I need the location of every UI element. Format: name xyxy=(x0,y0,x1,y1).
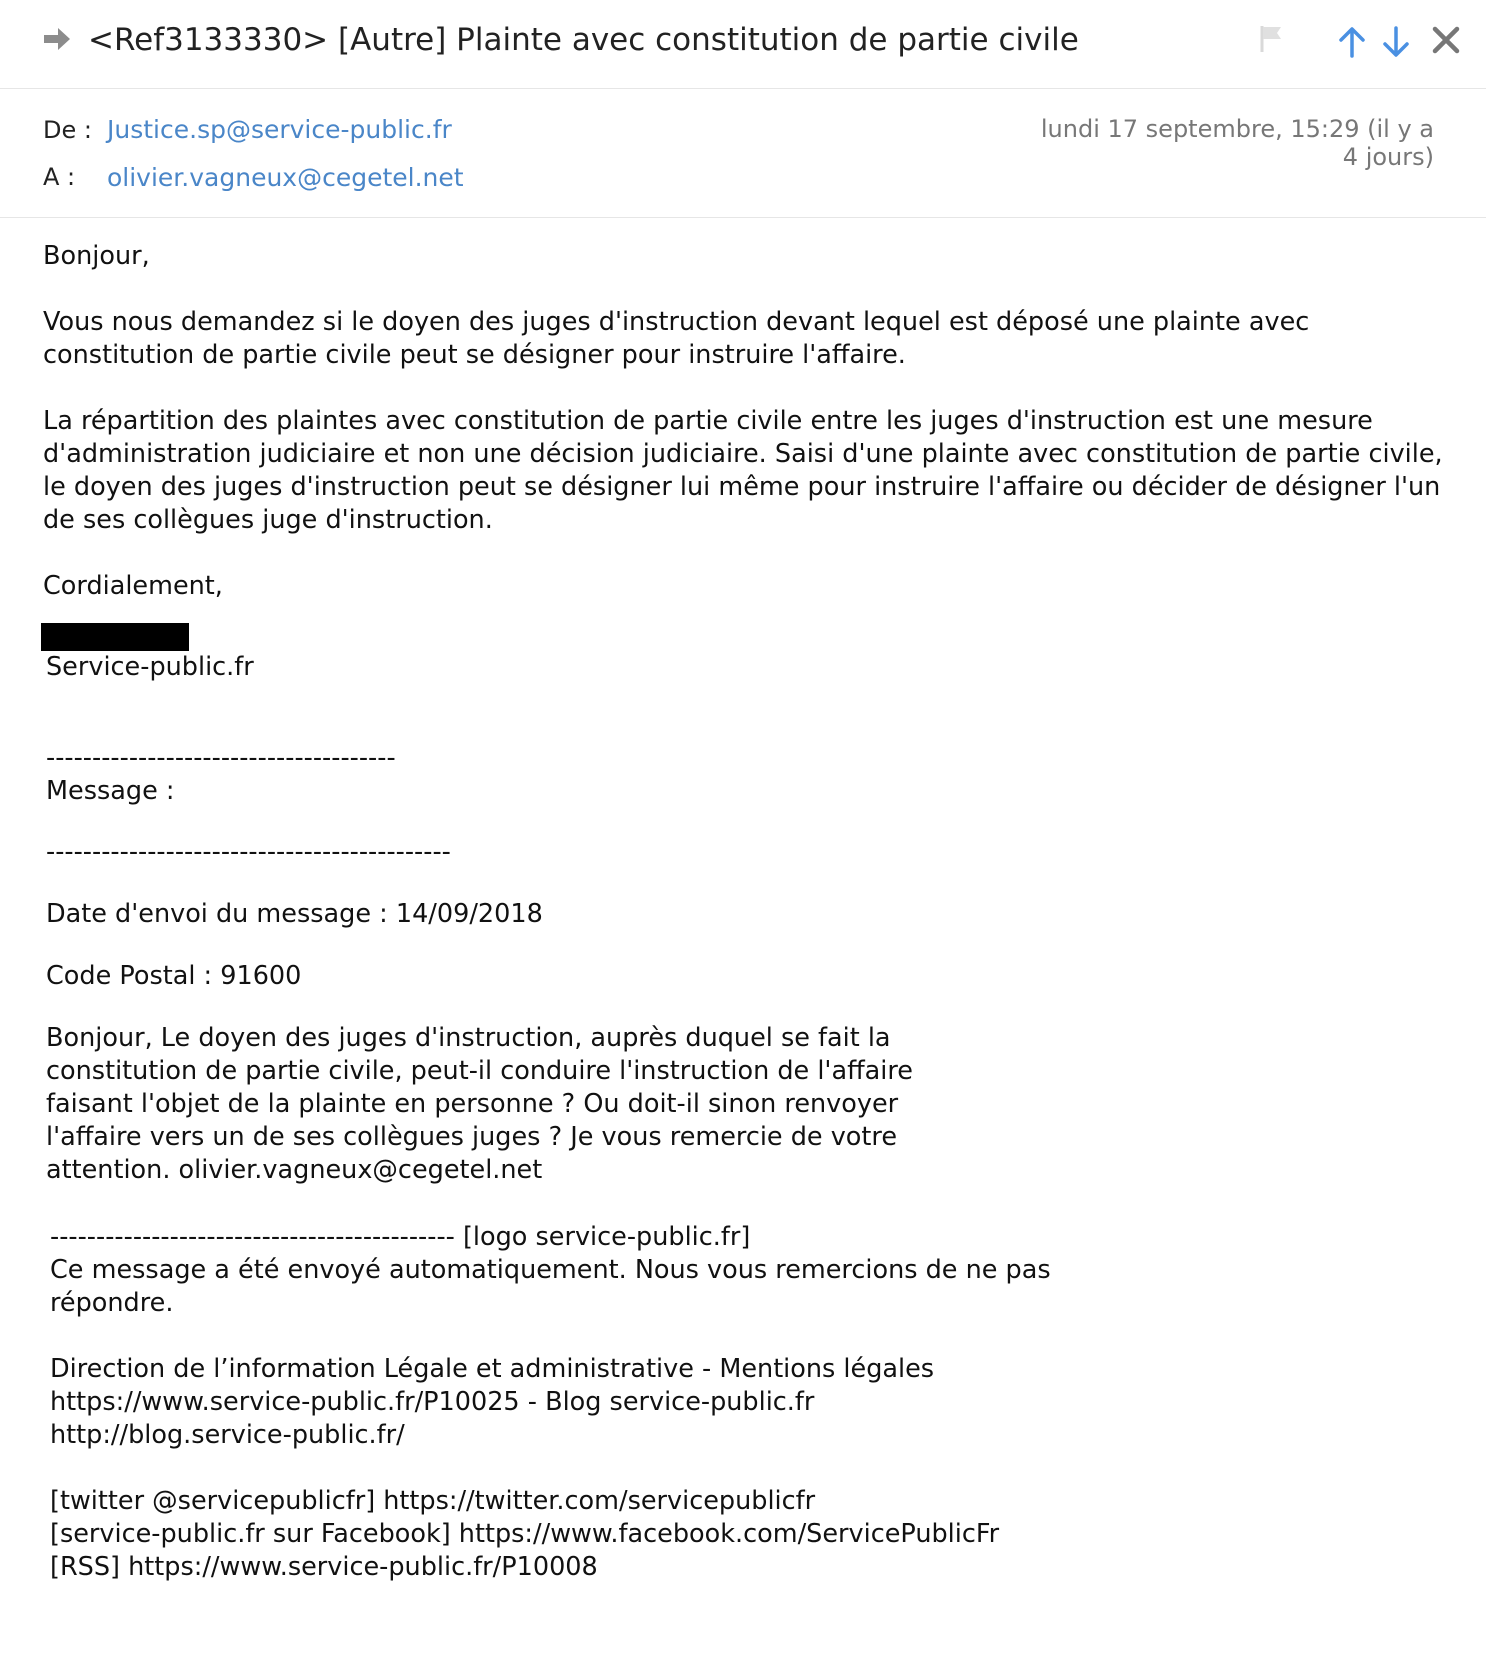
original-message-line: Bonjour, Le doyen des juges d'instruction, auprès duquel se fait la xyxy=(46,1023,891,1053)
footer-auto-line: Ce message a été envoyé automatiquement. Nous vous remercions de ne pas xyxy=(50,1255,1051,1285)
original-message-line: faisant l'objet de la plainte en personne ? Ou doit-il sinon renvoyer xyxy=(46,1089,899,1119)
next-message-icon[interactable] xyxy=(1376,22,1416,62)
original-message-line: attention. olivier.vagneux@cegetel.net xyxy=(46,1155,543,1185)
message-label: Message : xyxy=(46,776,175,806)
social-line: [service-public.fr sur Facebook] https://www.facebook.com/ServicePublicFr xyxy=(50,1519,1000,1549)
greeting: Bonjour, xyxy=(43,241,150,271)
sender-address-link[interactable]: Justice.sp@service-public.fr xyxy=(107,115,452,144)
recipient-address-link[interactable]: olivier.vagneux@cegetel.net xyxy=(107,163,464,192)
signature: Service-public.fr xyxy=(46,652,254,682)
social-line: [twitter @servicepublicfr] https://twitter.com/servicepublicfr xyxy=(50,1486,816,1516)
to-label: A : xyxy=(43,163,76,191)
social-line: [RSS] https://www.service-public.fr/P10008 xyxy=(50,1552,598,1582)
footer-logo-line: -------------------------------------------- [logo service-public.fr] xyxy=(50,1222,751,1252)
send-date: Date d'envoi du message : 14/09/2018 xyxy=(46,899,543,929)
separator-1: -------------------------------------- xyxy=(46,743,396,773)
message-date: lundi 17 septembre, 15:29 (il y a 4 jours) xyxy=(1040,115,1434,171)
postal-code: Code Postal : 91600 xyxy=(46,961,302,991)
original-message-line: constitution de partie civile, peut-il conduire l'instruction de l'affaire xyxy=(46,1056,913,1086)
footer-links-line: http://blog.service-public.fr/ xyxy=(50,1420,405,1450)
original-message-line: l'affaire vers un de ses collègues juges ? Je vous remercie de votre xyxy=(46,1122,898,1152)
message-meta xyxy=(0,89,1486,218)
message-subject: <Ref3133330> [Autre] Plainte avec constitution de partie civile xyxy=(88,22,1079,58)
close-icon[interactable] xyxy=(1428,22,1468,62)
footer-auto-line: répondre. xyxy=(50,1288,174,1318)
previous-message-icon[interactable] xyxy=(1332,22,1372,62)
footer-links-line: https://www.service-public.fr/P10025 - Blog service-public.fr xyxy=(50,1387,815,1417)
forwarded-icon xyxy=(40,22,74,56)
message-header xyxy=(0,0,1486,89)
separator-2: -------------------------------------------- xyxy=(46,837,451,867)
paragraph-2: La répartition des plaintes avec constitution de partie civile entre les juges d'instruction est une mesure d'administration judiciaire et non une décision judiciaire. Saisi d'une plainte avec constitution de partie civile, le doyen des juges d'instruction peut se désigner lui même pour instruire l'affaire ou décider de désigner l'un de ses collègues juge d'instruction. xyxy=(43,406,1451,535)
closing: Cordialement, xyxy=(43,571,223,601)
message-body xyxy=(43,240,1463,1584)
original-message xyxy=(46,1022,1463,1187)
footer xyxy=(50,1221,1463,1584)
redacted-name-block xyxy=(41,623,189,651)
footer-links-line: Direction de l’information Légale et administrative - Mentions légales xyxy=(50,1354,935,1384)
flag-icon[interactable] xyxy=(1254,22,1294,62)
from-label: De : xyxy=(43,116,92,144)
paragraph-1: Vous nous demandez si le doyen des juges d'instruction devant lequel est déposé une plainte avec constitution de partie civile peut se désigner pour instruire l'affaire. xyxy=(43,307,1318,370)
